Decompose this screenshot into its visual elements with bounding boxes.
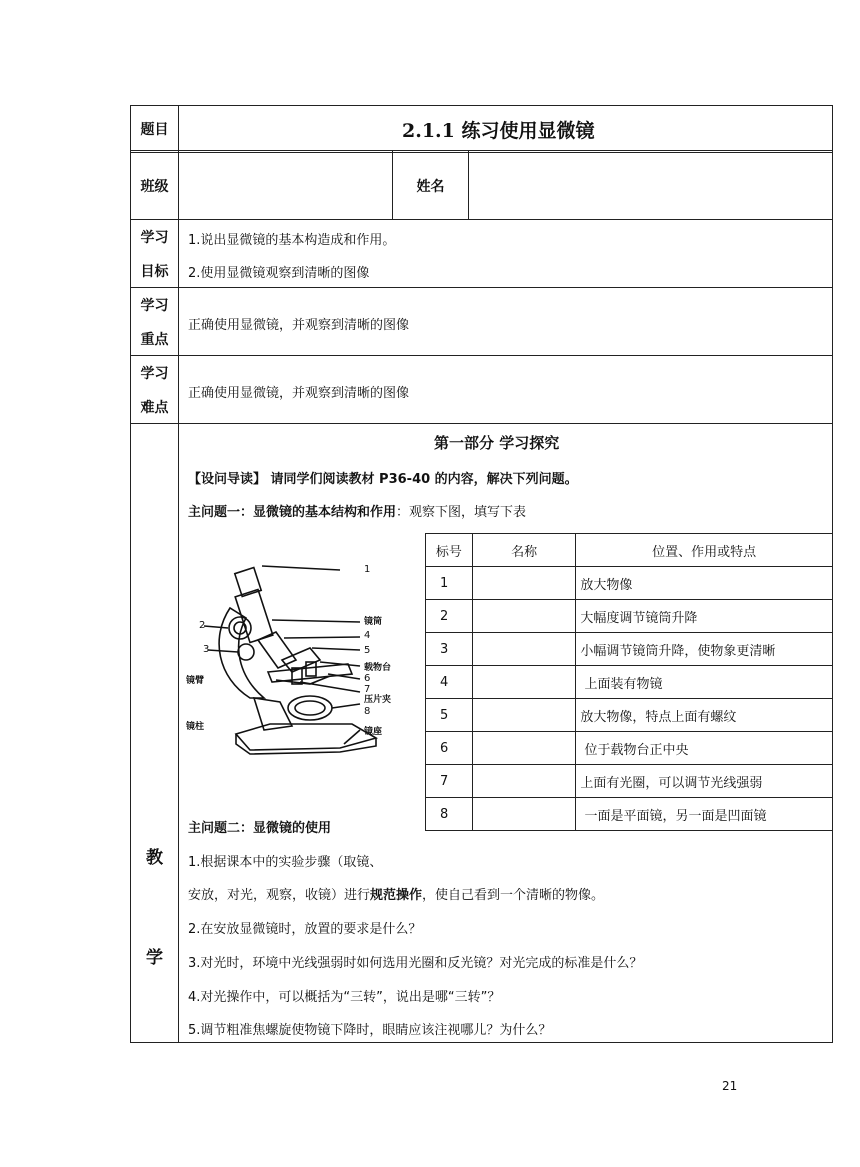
row-name-input[interactable] — [472, 567, 575, 600]
row-name-input[interactable] — [472, 600, 575, 633]
row-number: 4 — [426, 666, 473, 699]
fig-label-7: 7 — [364, 684, 371, 695]
step-1a: 1.根据课本中的实验步骤（取镜、 — [188, 855, 383, 870]
table-row — [426, 600, 833, 633]
fig-label-2: 2 — [199, 620, 206, 631]
row-description: 位于载物台正中央 — [576, 732, 833, 765]
subject-label: 题目 — [140, 122, 169, 138]
table-border-bottom — [130, 1042, 833, 1043]
header-name: 名称 — [472, 534, 575, 567]
row-number: 2 — [426, 600, 473, 633]
row-name-input[interactable] — [472, 798, 575, 831]
fig-label-8: 8 — [364, 706, 371, 717]
table-border-top — [130, 105, 833, 106]
row-divider-2 — [130, 219, 833, 220]
row-description: 放大物像 — [576, 567, 833, 600]
row-description: 上面有光圈，可以调节光线强弱 — [576, 765, 833, 798]
key-point-text: 正确使用显微镜，并观察到清晰的图像 — [188, 318, 410, 333]
class-name-divider-2 — [468, 151, 469, 219]
section-title: 第一部分 学习探究 — [434, 434, 560, 452]
row-number: 5 — [426, 699, 473, 732]
table-col-divider — [178, 105, 179, 1043]
difficulty-text: 正确使用显微镜，并观察到清晰的图像 — [188, 386, 410, 401]
row-number: 3 — [426, 633, 473, 666]
fig-label-base: 镜座 — [364, 727, 383, 737]
row-divider-4 — [130, 355, 833, 356]
difficulty-label-2: 难点 — [140, 400, 169, 416]
page-title: 2.1.1 练习使用显微镜 — [402, 120, 595, 142]
fig-label-6: 6 — [364, 673, 371, 684]
step-1b — [188, 884, 604, 903]
row-name-input[interactable] — [472, 732, 575, 765]
fig-label-3: 3 — [203, 644, 210, 655]
row-number: 1 — [426, 567, 473, 600]
question-1-rest: ：观察下图，填写下表 — [396, 505, 527, 520]
row-number: 6 — [426, 732, 473, 765]
question-2: 主问题二：显微镜的使用 — [188, 821, 332, 836]
header-number: 标号 — [426, 534, 473, 567]
row-description: 一面是平面镜，另一面是凹面镜 — [576, 798, 833, 831]
teaching-label-2: 学 — [146, 948, 163, 968]
header-description: 位置、作用或特点 — [576, 534, 833, 567]
row-description: 小幅调节镜筒升降，使物象更清晰 — [576, 633, 833, 666]
row-number: 7 — [426, 765, 473, 798]
class-field[interactable] — [180, 153, 391, 218]
row-name-input[interactable] — [472, 633, 575, 666]
table-row — [426, 567, 833, 600]
microscope-figure — [180, 548, 420, 766]
row-divider-5 — [130, 423, 833, 424]
row-description: 上面装有物镜 — [576, 666, 833, 699]
key-point-label-1: 学习 — [140, 298, 169, 314]
row-name-input[interactable] — [472, 765, 575, 798]
goal-item-2: 2.使用显微镜观察到清晰的图像 — [188, 266, 370, 281]
teaching-label-1: 教 — [146, 848, 163, 868]
table-row — [426, 798, 833, 831]
fig-label-arm: 镜臂 — [186, 676, 205, 686]
fig-label-stage: 载物台 — [364, 663, 392, 673]
fig-label-clip: 压片夹 — [364, 695, 392, 705]
step-1b-pre: 安放，对光，观察，收镜）进行 — [188, 888, 371, 903]
row-description: 大幅度调节镜筒升降 — [576, 600, 833, 633]
fig-label-5: 5 — [364, 645, 371, 656]
table-row — [426, 732, 833, 765]
table-row — [426, 666, 833, 699]
key-point-label-2: 重点 — [140, 332, 169, 348]
name-label: 姓名 — [416, 179, 445, 195]
table-row — [426, 633, 833, 666]
step-4: 4.对光操作中，可以概括为“三转”，说出是哪“三转”？ — [188, 990, 501, 1005]
fig-label-4: 4 — [364, 630, 371, 641]
parts-table — [425, 533, 833, 831]
step-3: 3.对光时，环境中光线强弱时如何选用光圈和反光镜？对光完成的标准是什么？ — [188, 956, 643, 971]
class-label: 班级 — [140, 179, 169, 195]
difficulty-label-1: 学习 — [140, 366, 169, 382]
question-1-title: 主问题一：显微镜的基本结构和作用 — [188, 505, 397, 520]
row-name-input[interactable] — [472, 699, 575, 732]
step-5: 5.调节粗准焦螺旋使物镜下降时，眼睛应该注视哪儿？为什么？ — [188, 1023, 552, 1038]
row-description: 放大物像，特点上面有螺纹 — [576, 699, 833, 732]
fig-label-tube: 镜筒 — [364, 617, 383, 627]
row-divider-1 — [130, 150, 833, 151]
goal-item-1: 1.说出显微镜的基本构造成和作用。 — [188, 233, 396, 248]
guide-text: 【设问导读】 请同学们阅读教材 P36-40 的内容，解决下列问题。 — [188, 472, 578, 487]
goals-label-1: 学习 — [140, 230, 169, 246]
fig-label-pillar: 镜柱 — [186, 722, 205, 732]
table-row — [426, 765, 833, 798]
question-1 — [188, 501, 526, 520]
step-1b-bold: 规范操作 — [370, 888, 423, 903]
name-field[interactable] — [470, 153, 831, 218]
step-2: 2.在安放显微镜时，放置的要求是什么？ — [188, 922, 422, 937]
row-number: 8 — [426, 798, 473, 831]
row-divider-3 — [130, 287, 833, 288]
parts-table-header — [426, 534, 833, 567]
table-row — [426, 699, 833, 732]
page-number: 21 — [722, 1079, 738, 1093]
goals-label-2: 目标 — [140, 264, 169, 280]
row-name-input[interactable] — [472, 666, 575, 699]
fig-label-1: 1 — [364, 564, 371, 575]
step-1b-post: ，使自己看到一个清晰的物像。 — [422, 888, 605, 903]
